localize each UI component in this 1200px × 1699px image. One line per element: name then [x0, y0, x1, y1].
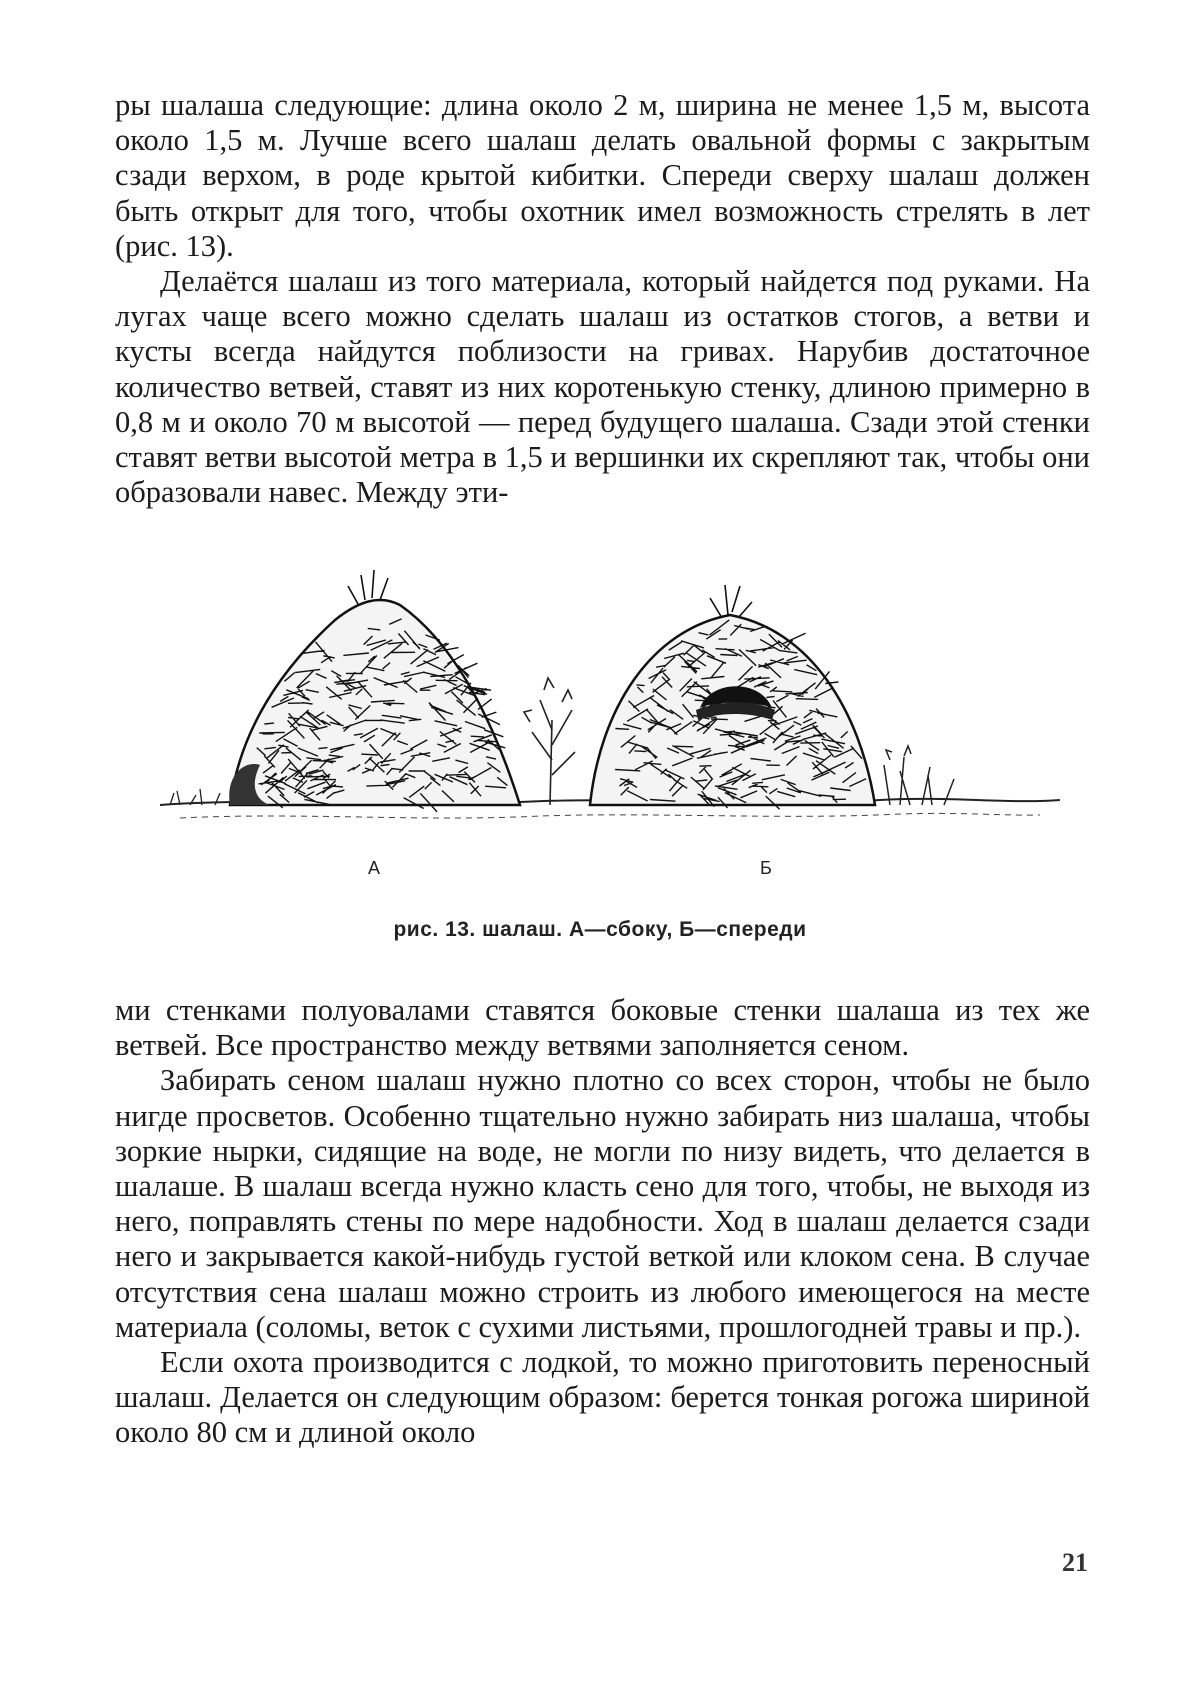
page-number: 21	[1062, 1548, 1088, 1577]
text-block-bottom	[115, 993, 1090, 1451]
figure-label-b: Б	[760, 858, 772, 878]
paragraph: Забирать сеном шалаш нужно плотно со всех сторон, чтобы не было нигде просветов. Особенно тщательно нужно забирать низ шалаша, чтобы зоркие нырки, сидящие на воде, не могли по низу видеть, что делается в шалаше. В шалаш всегда нужно класть сено для того, чтобы, не выходя из него, поправлять стены по мере надобности. Ход в шалаш делается сзади него и закрывается какой-нибудь густой веткой или клоком сена. В случае отсутствия сена шалаш можно строить из любого имеющегося на месте материала (соломы, веток с сухими листьями, прошлогодней травы и пр.).	[115, 1063, 1090, 1344]
hut-illustration	[160, 560, 1060, 900]
paragraph: ры шалаша следующие: длина около 2 м, ширина не менее 1,5 м, высота около 1,5 м. Лучше всего шалаш делать овальной формы с закрытым сзади верхом, в роде крытой кибитки. Спереди сверху шалаш должен быть открыт для того, чтобы охотник имел возможность стрелять в лет (рис. 13).	[115, 88, 1090, 263]
hut-front-view	[590, 585, 875, 809]
paragraph: Делаётся шалаш из того материала, который найдется под руками. На лугах чаще всего можно сделать шалаш из остатков стогов, а ветви и кусты всегда найдутся поблизости на гривах. Нарубив достаточное количество ветвей, ставят из них коротенькую стенку, длиною примерно в 0,8 м и около 70 м высотой — перед будущего шалаша. Сзади этой стенки ставят ветви высотой метра в 1,5 и вершинки их скрепляют так, чтобы они образовали навес. Между эти-	[115, 264, 1090, 510]
figure-label-a: А	[368, 858, 381, 878]
hut-side-view	[229, 570, 520, 812]
text-block-top	[115, 88, 1090, 510]
paragraph: ми стенками полуовалами ставятся боковые стенки шалаша из тех же ветвей. Все пространство между ветвями заполняется сеном.	[115, 993, 1090, 1063]
figure-caption: рис. 13. шалаш. А—сбоку, Б—спереди	[393, 918, 807, 941]
bush	[524, 678, 575, 805]
grass-right	[884, 746, 954, 805]
paragraph: Если охота производится с лодкой, то можно приготовить переносный шалаш. Делается он следующим образом: берется тонкая рогожа шириной около 80 см и длиной около	[115, 1345, 1090, 1450]
